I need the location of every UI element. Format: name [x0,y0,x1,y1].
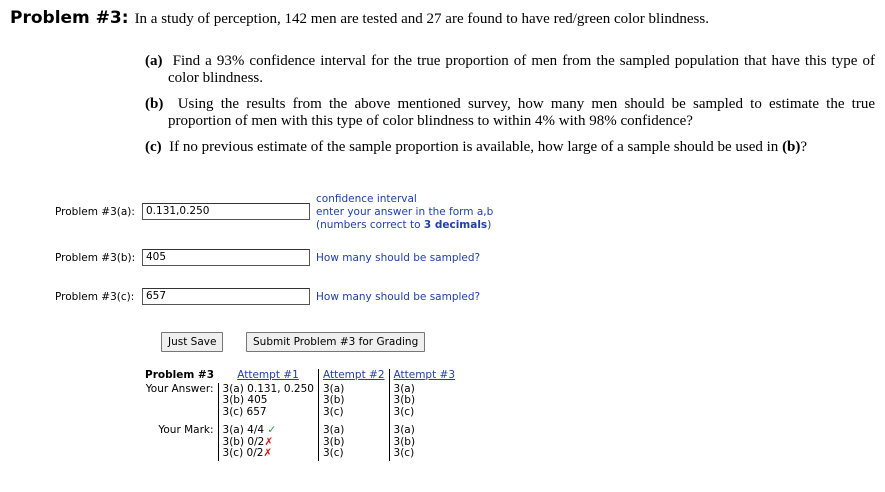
cross-icon: ✗ [263,447,273,459]
submit-button[interactable]: Submit Problem #3 for Grading [246,332,425,352]
part-c-tail: ? [800,139,808,155]
just-save-button[interactable]: Just Save [161,332,223,352]
attempt-2-marks [318,419,389,461]
attempt-2-answer-b: 3(b) [322,394,345,406]
hint-post: ) [487,219,492,231]
your-mark-label: Your Mark: [158,424,214,436]
answer-a-hint-line2: enter your answer in the form a,b [316,206,494,218]
mark-a-text: 3(a) 4/4 [222,424,265,436]
part-c-text: If no previous estimate of the sample proportion is available, how large of a sample should be used in [169,139,779,155]
part-a-text: Find a 93% confidence interval for the true proportion of men from the sampled population that have this type of color blindness. [168,53,876,86]
part-a [145,53,875,87]
answer-c-label: Problem #3(c): [55,291,135,303]
hint-bold: 3 decimals [423,219,488,231]
attempt-2-answers [318,383,389,420]
attempt-3-mark-c: 3(c) [393,447,415,459]
part-c-label: (c) [145,139,162,155]
attempt-3-mark-b: 3(b) [393,435,416,448]
attempts-title: Problem #3 [145,369,215,381]
answer-c-hint: How many should be sampled? [316,291,481,303]
attempt-3-answers [389,383,459,420]
answer-b-hint: How many should be sampled? [316,252,481,264]
part-b [145,96,875,130]
part-a-label: (a) [145,53,163,69]
attempt-3-mark-a: 3(a) [393,424,415,436]
answer-a-label: Problem #3(a): [55,206,135,218]
mark-c-text: 3(c) 0/2 [222,447,264,459]
part-b-text: Using the results from the above mentioned survey, how many men should be sampled to estimate the true proportion of men with this type of color blindness to within 4% with 98% confidence? [168,96,875,129]
attempt-2-answer-c: 3(c) [322,405,344,418]
attempt-1-mark-c [223,448,314,460]
attempt-3-answer-a: 3(a) [393,382,415,395]
attempt-3-marks [389,419,459,461]
answer-a-input[interactable]: 0.131,0.250 [142,203,310,220]
answer-a-hint [316,193,493,232]
attempt-3-answer-b: 3(b) [393,394,416,406]
part-c [145,139,875,156]
part-c-ref: (b) [782,139,801,155]
attempt-1-answer-a: 3(a) 0.131, 0.250 [222,382,314,395]
answer-b-label: Problem #3(b): [55,252,136,264]
attempt-3-link[interactable]: Attempt #3 [389,369,459,383]
attempt-2-mark-a: 3(a) [322,424,345,436]
attempt-1-marks [218,419,318,461]
part-b-label: (b) [145,96,164,112]
attempts-table [141,369,459,461]
problem-header [10,8,709,28]
problem-intro: In a study of perception, 142 men are tested and 27 are found to have red/green color blindness. [134,11,709,27]
attempt-3-answer-c: 3(c) [393,405,415,418]
attempt-2-link[interactable]: Attempt #2 [318,369,389,383]
attempt-1-link[interactable]: Attempt #1 [237,369,299,381]
attempt-1-answer-c: 3(c) 657 [222,405,267,418]
check-icon: ✓ [267,424,277,436]
mark-b-text: 3(b) 0/2 [222,435,265,448]
answer-c-input[interactable]: 657 [142,288,310,305]
attempt-1-answers [218,383,318,420]
answer-b-input[interactable]: 405 [142,249,310,266]
answer-a-hint-line3 [316,219,493,232]
your-answer-label: Your Answer: [145,382,214,395]
hint-pre: (numbers correct to [316,219,424,231]
problem-label: Problem #3: [10,8,129,28]
attempt-2-mark-b: 3(b) [322,435,345,448]
answer-a-hint-line1: confidence interval [316,193,417,205]
cross-icon: ✗ [264,435,274,448]
attempt-2-answer-a: 3(a) [322,382,345,395]
attempt-2-mark-c: 3(c) [322,447,344,459]
attempt-1-answer-b: 3(b) 405 [222,394,268,406]
